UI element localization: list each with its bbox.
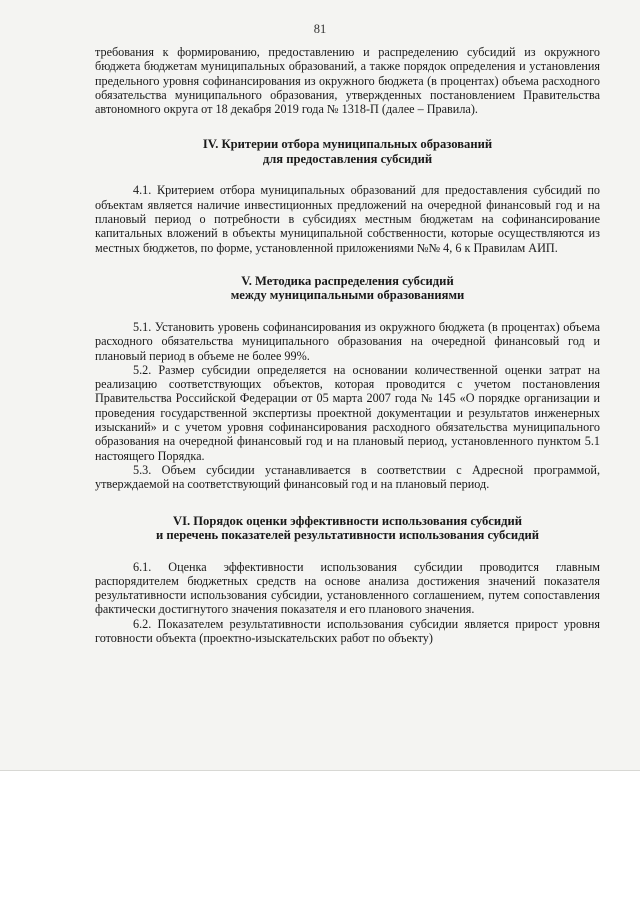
paragraph-6-1: 6.1. Оценка эффективности использования субсидии проводится главным распорядителем бюджетных средств на основе анализа достижения значений показателя результативности использования субсидии, установленного соглашением, путем сопоставления фактически достигнутого значения показателя и его планового значения. <box>95 559 600 617</box>
section-4-heading-line-1: IV. Критерии отбора муниципальных образований <box>202 137 493 152</box>
intro-paragraph: требования к формированию, предоставлению и распределению субсидий из окружного бюджета бюджетам муниципальных образований, а также порядок определения и установления предельного уровня софинансирования из окружного бюджета (в процентах) объема расходного обязательства муниципального образования, утвержденных постановлением Правительства автономного округа от 18 декабря 2019 года № 1318-П (далее – Правила). <box>95 45 600 117</box>
blank-margin <box>0 771 640 905</box>
paragraph-6-2: 6.2. Показателем результативности использования субсидии является прирост уровня готовности объекта (проектно-изыскательских работ по объекту) <box>95 616 600 646</box>
section-6-heading <box>95 514 600 543</box>
section-5-heading <box>95 274 600 303</box>
paragraph-5-3: 5.3. Объем субсидии устанавливается в соответствии с Адресной программой, утверждаемой на соответствующий финансовый год и на плановый период. <box>95 462 600 492</box>
section-6-heading-line-1: VI. Порядок оценки эффективности использования субсидий <box>172 513 523 528</box>
section-5-heading-line-1: V. Методика распределения субсидий <box>241 273 454 288</box>
section-4-heading-line-2: для предоставления субсидий <box>262 151 433 166</box>
section-6-heading-line-2: и перечень показателей результативности использования субсидий <box>155 528 540 543</box>
paragraph-5-2: 5.2. Размер субсидии определяется на основании количественной оценки затрат на реализацию соответствующих объектов, которая проводится с учетом постановления Правительства Российской Федерации от 05 марта 2007 года № 145 «О порядке организации и проведения государственной экспертизы проектной документации и результатов инженерных изысканий» и с учетом уровня софинансирования расходного обязательства муниципального образования на очередной финансовый год и на плановый период, установленного пунктом 5.1 настоящего Порядка. <box>95 362 600 463</box>
page-number: 81 <box>313 22 327 36</box>
section-4-heading <box>95 137 600 166</box>
paragraph-5-1: 5.1. Установить уровень софинансирования из окружного бюджета (в процентах) объема расходного обязательства муниципального образования на очередной финансовый год и плановый период в объеме не более 99%. <box>95 319 600 363</box>
document-body <box>95 45 600 645</box>
paragraph-4-1: 4.1. Критерием отбора муниципальных образований для предоставления субсидий по объектам является наличие инвестиционных предложений на очередной финансовый год и на плановый период о потребности в субсидиях местным бюджетам на софинансирование капитальных вложений в объекты муниципальной собственности, которые осуществляются из местных бюджетов, по форме, установленной приложениями №№ 4, 6 к Правилам АИП. <box>95 183 600 255</box>
section-5-heading-line-2: между муниципальными образованиями <box>230 288 465 303</box>
